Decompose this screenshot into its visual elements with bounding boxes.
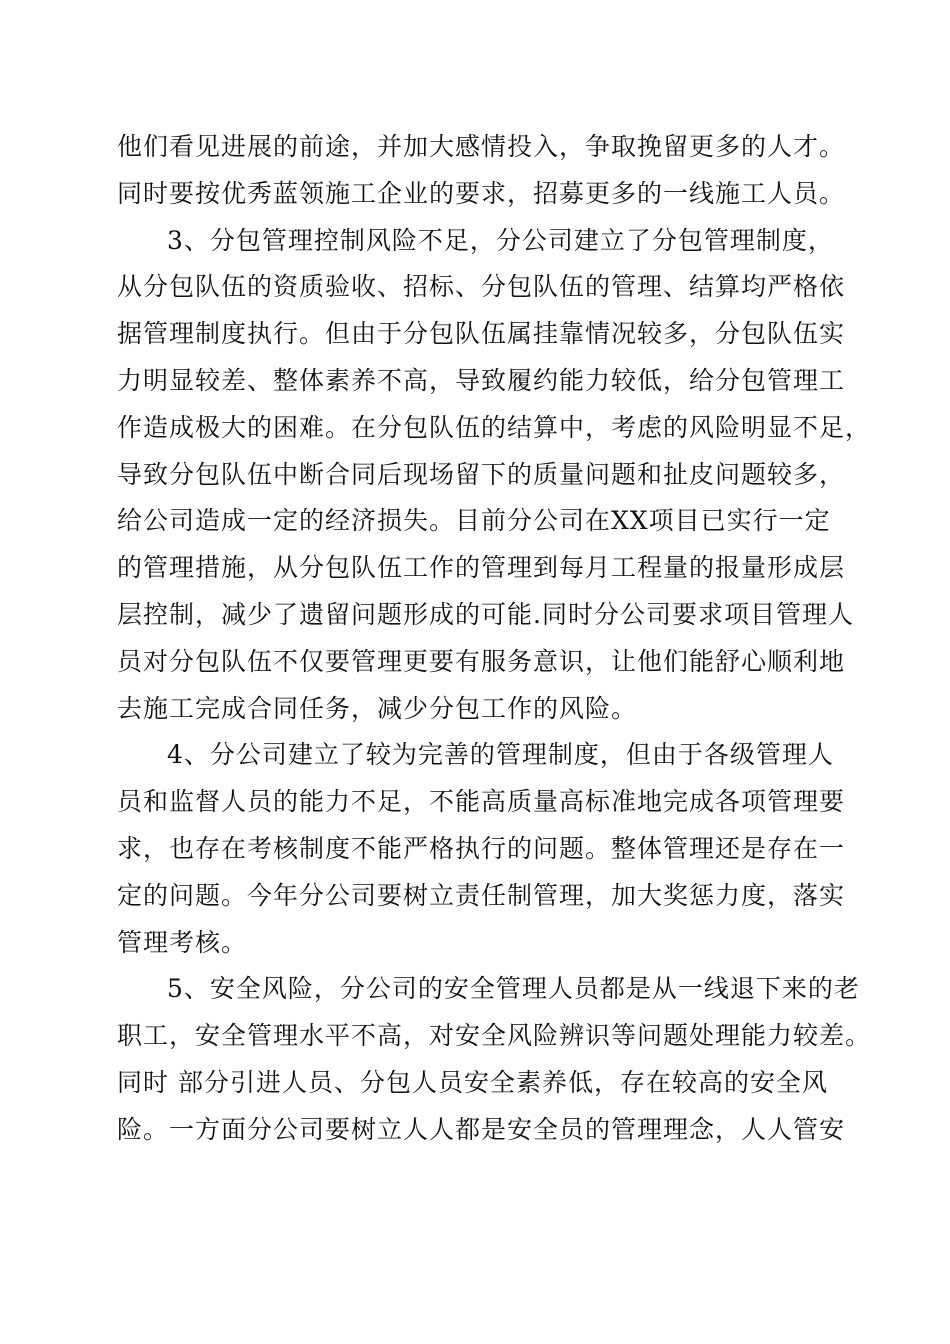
document-body — [117, 124, 872, 1154]
body-line: 员对分包队伍不仅要管理更要有服务意识，让他们能舒心顺利地 — [117, 646, 846, 676]
body-line: 给公司造成一定的经济损失。目前分公司在XX项目已实行一定 — [117, 506, 831, 536]
body-line: 职工，安全管理水平不高，对安全风险辨识等问题处理能力较差。 — [117, 1021, 872, 1051]
body-line: 求，也存在考核制度不能严格执行的问题。整体管理还是存在一 — [117, 833, 846, 863]
paragraph-3-start: 3、分包管理控制风险不足，分公司建立了分包管理制度， — [167, 225, 834, 255]
body-line: 险。一方面分公司要树立人人都是安全员的管理理念，人人管安 — [117, 1114, 846, 1144]
body-line: 定的问题。今年分公司要树立责任制管理，加大奖惩力度，落实 — [117, 880, 846, 910]
body-line: 员和监督人员的能力不足，不能高质量高标准地完成各项管理要 — [117, 787, 846, 817]
body-line: 同时要按优秀蓝领施工企业的要求，招募更多的一线施工人员。 — [117, 178, 846, 208]
body-line: 同时 部分引进人员、分包人员安全素养低，存在较高的安全风 — [117, 1067, 828, 1097]
body-line: 力明显较差、整体素养不高，导致履约能力较低，给分包管理工 — [117, 365, 846, 395]
paragraph-4-start: 4、分公司建立了较为完善的管理制度，但由于各级管理人 — [167, 740, 834, 770]
body-line: 层控制，减少了遗留问题形成的可能.同时分公司要求项目管理人 — [117, 599, 854, 629]
body-line: 他们看见进展的前途，并加大感情投入，争取挽留更多的人才。 — [117, 132, 846, 161]
body-line: 管理考核。 — [117, 927, 248, 957]
body-line: 作造成极大的困难。在分包队伍的结算中，考虑的风险明显不足， — [117, 412, 872, 442]
paragraph-5-start: 5、安全风险，分公司的安全管理人员都是从一线退下来的老 — [167, 974, 860, 1004]
body-line: 从分包队伍的资质验收、招标、分包队伍的管理、结算均严格依 — [117, 272, 846, 302]
body-line: 的管理措施，从分包队伍工作的管理到每月工程量的报量形成层 — [117, 553, 846, 583]
body-line: 导致分包队伍中断合同后现场留下的质量问题和扯皮问题较多， — [117, 459, 846, 489]
body-line: 去施工完成合同任务，减少分包工作的风险。 — [117, 693, 638, 723]
body-line: 据管理制度执行。但由于分包队伍属挂靠情况较多，分包队伍实 — [117, 319, 846, 349]
